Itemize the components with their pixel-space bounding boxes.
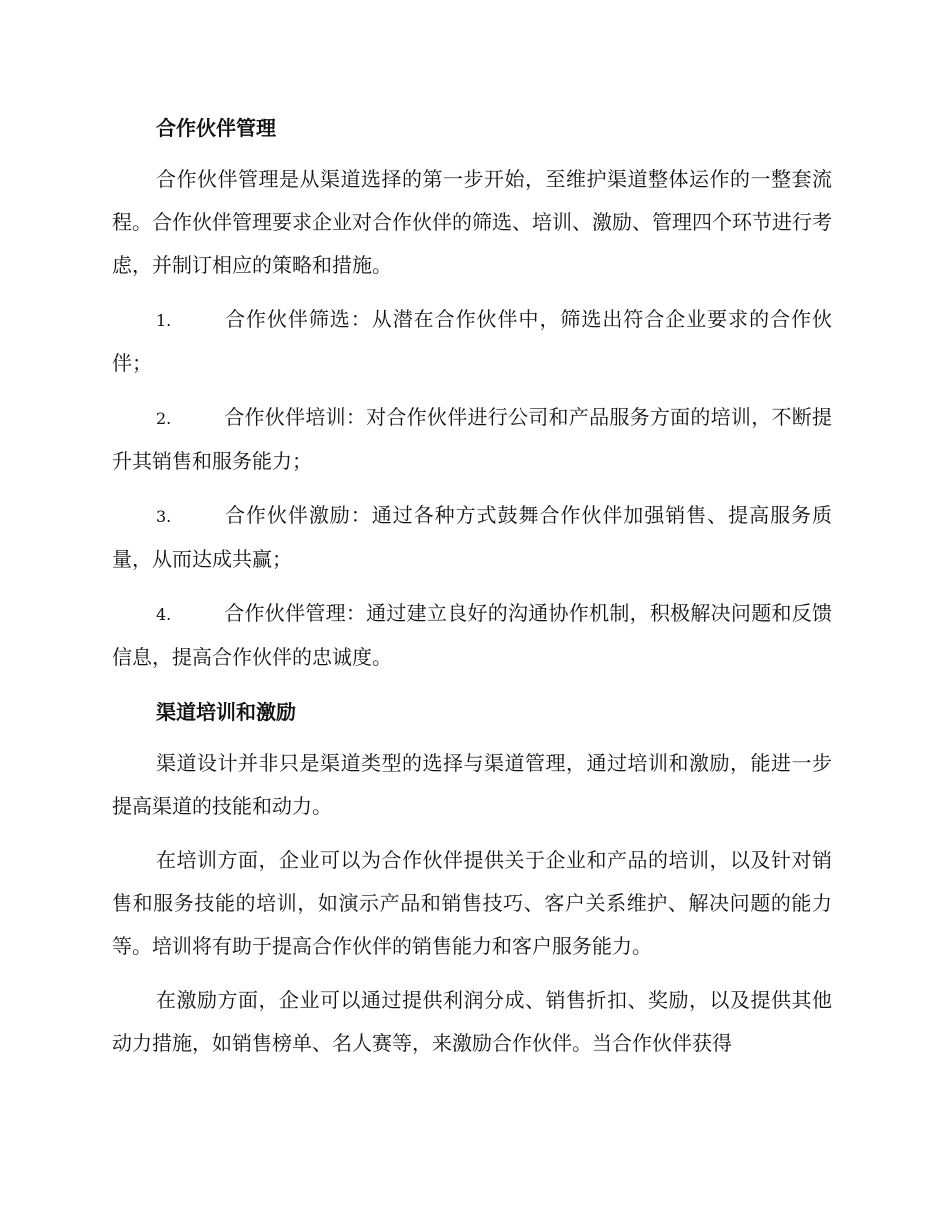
list-item bbox=[112, 494, 832, 581]
body-paragraph: 在激励方面，企业可以通过提供利润分成、销售折扣、奖励，以及提供其他动力措施，如销售榜单、名人赛等，来激励合作伙伴。当合作伙伴获得 bbox=[112, 988, 832, 1055]
partner-management-intro: 合作伙伴管理是从渠道选择的第一步开始，至维护渠道整体运作的一整套流程。合作伙伴管理要求企业对合作伙伴的筛选、培训、激励、管理四个环节进行考虑，并制订相应的策略和措施。 bbox=[112, 167, 832, 277]
document-body bbox=[112, 106, 832, 1076]
list-item bbox=[112, 396, 832, 483]
list-item-number: 3. bbox=[156, 507, 172, 526]
list-item-number: 1. bbox=[156, 311, 172, 330]
list-item bbox=[112, 298, 832, 385]
section-heading-partner-management: 合作伙伴管理 bbox=[156, 116, 276, 140]
list-item-text: 合作伙伴培训：对合作伙伴进行公司和产品服务方面的培训，不断提升其销售和服务能力； bbox=[112, 405, 832, 473]
list-item-text: 合作伙伴管理：通过建立良好的沟通协作机制，积极解决问题和反馈信息，提高合作伙伴的忠诚度。 bbox=[112, 601, 832, 669]
list-item bbox=[112, 592, 832, 679]
list-item-text: 合作伙伴激励：通过各种方式鼓舞合作伙伴加强销售、提高服务质量，从而达成共赢； bbox=[112, 503, 832, 571]
list-item-number: 4. bbox=[156, 605, 172, 624]
body-paragraph: 渠道设计并非只是渠道类型的选择与渠道管理，通过培训和激励，能进一步提高渠道的技能和动力。 bbox=[112, 751, 832, 818]
list-item-text: 合作伙伴筛选：从潜在合作伙伴中，筛选出符合企业要求的合作伙伴； bbox=[112, 307, 832, 375]
section-heading-channel-training: 渠道培训和激励 bbox=[156, 700, 296, 724]
body-paragraph: 在培训方面，企业可以为合作伙伴提供关于企业和产品的培训，以及针对销售和服务技能的培训，如演示产品和销售技巧、客户关系维护、解决问题的能力等。培训将有助于提高合作伙伴的销售能力和客户服务能力。 bbox=[112, 848, 832, 958]
list-item-number: 2. bbox=[156, 409, 172, 428]
